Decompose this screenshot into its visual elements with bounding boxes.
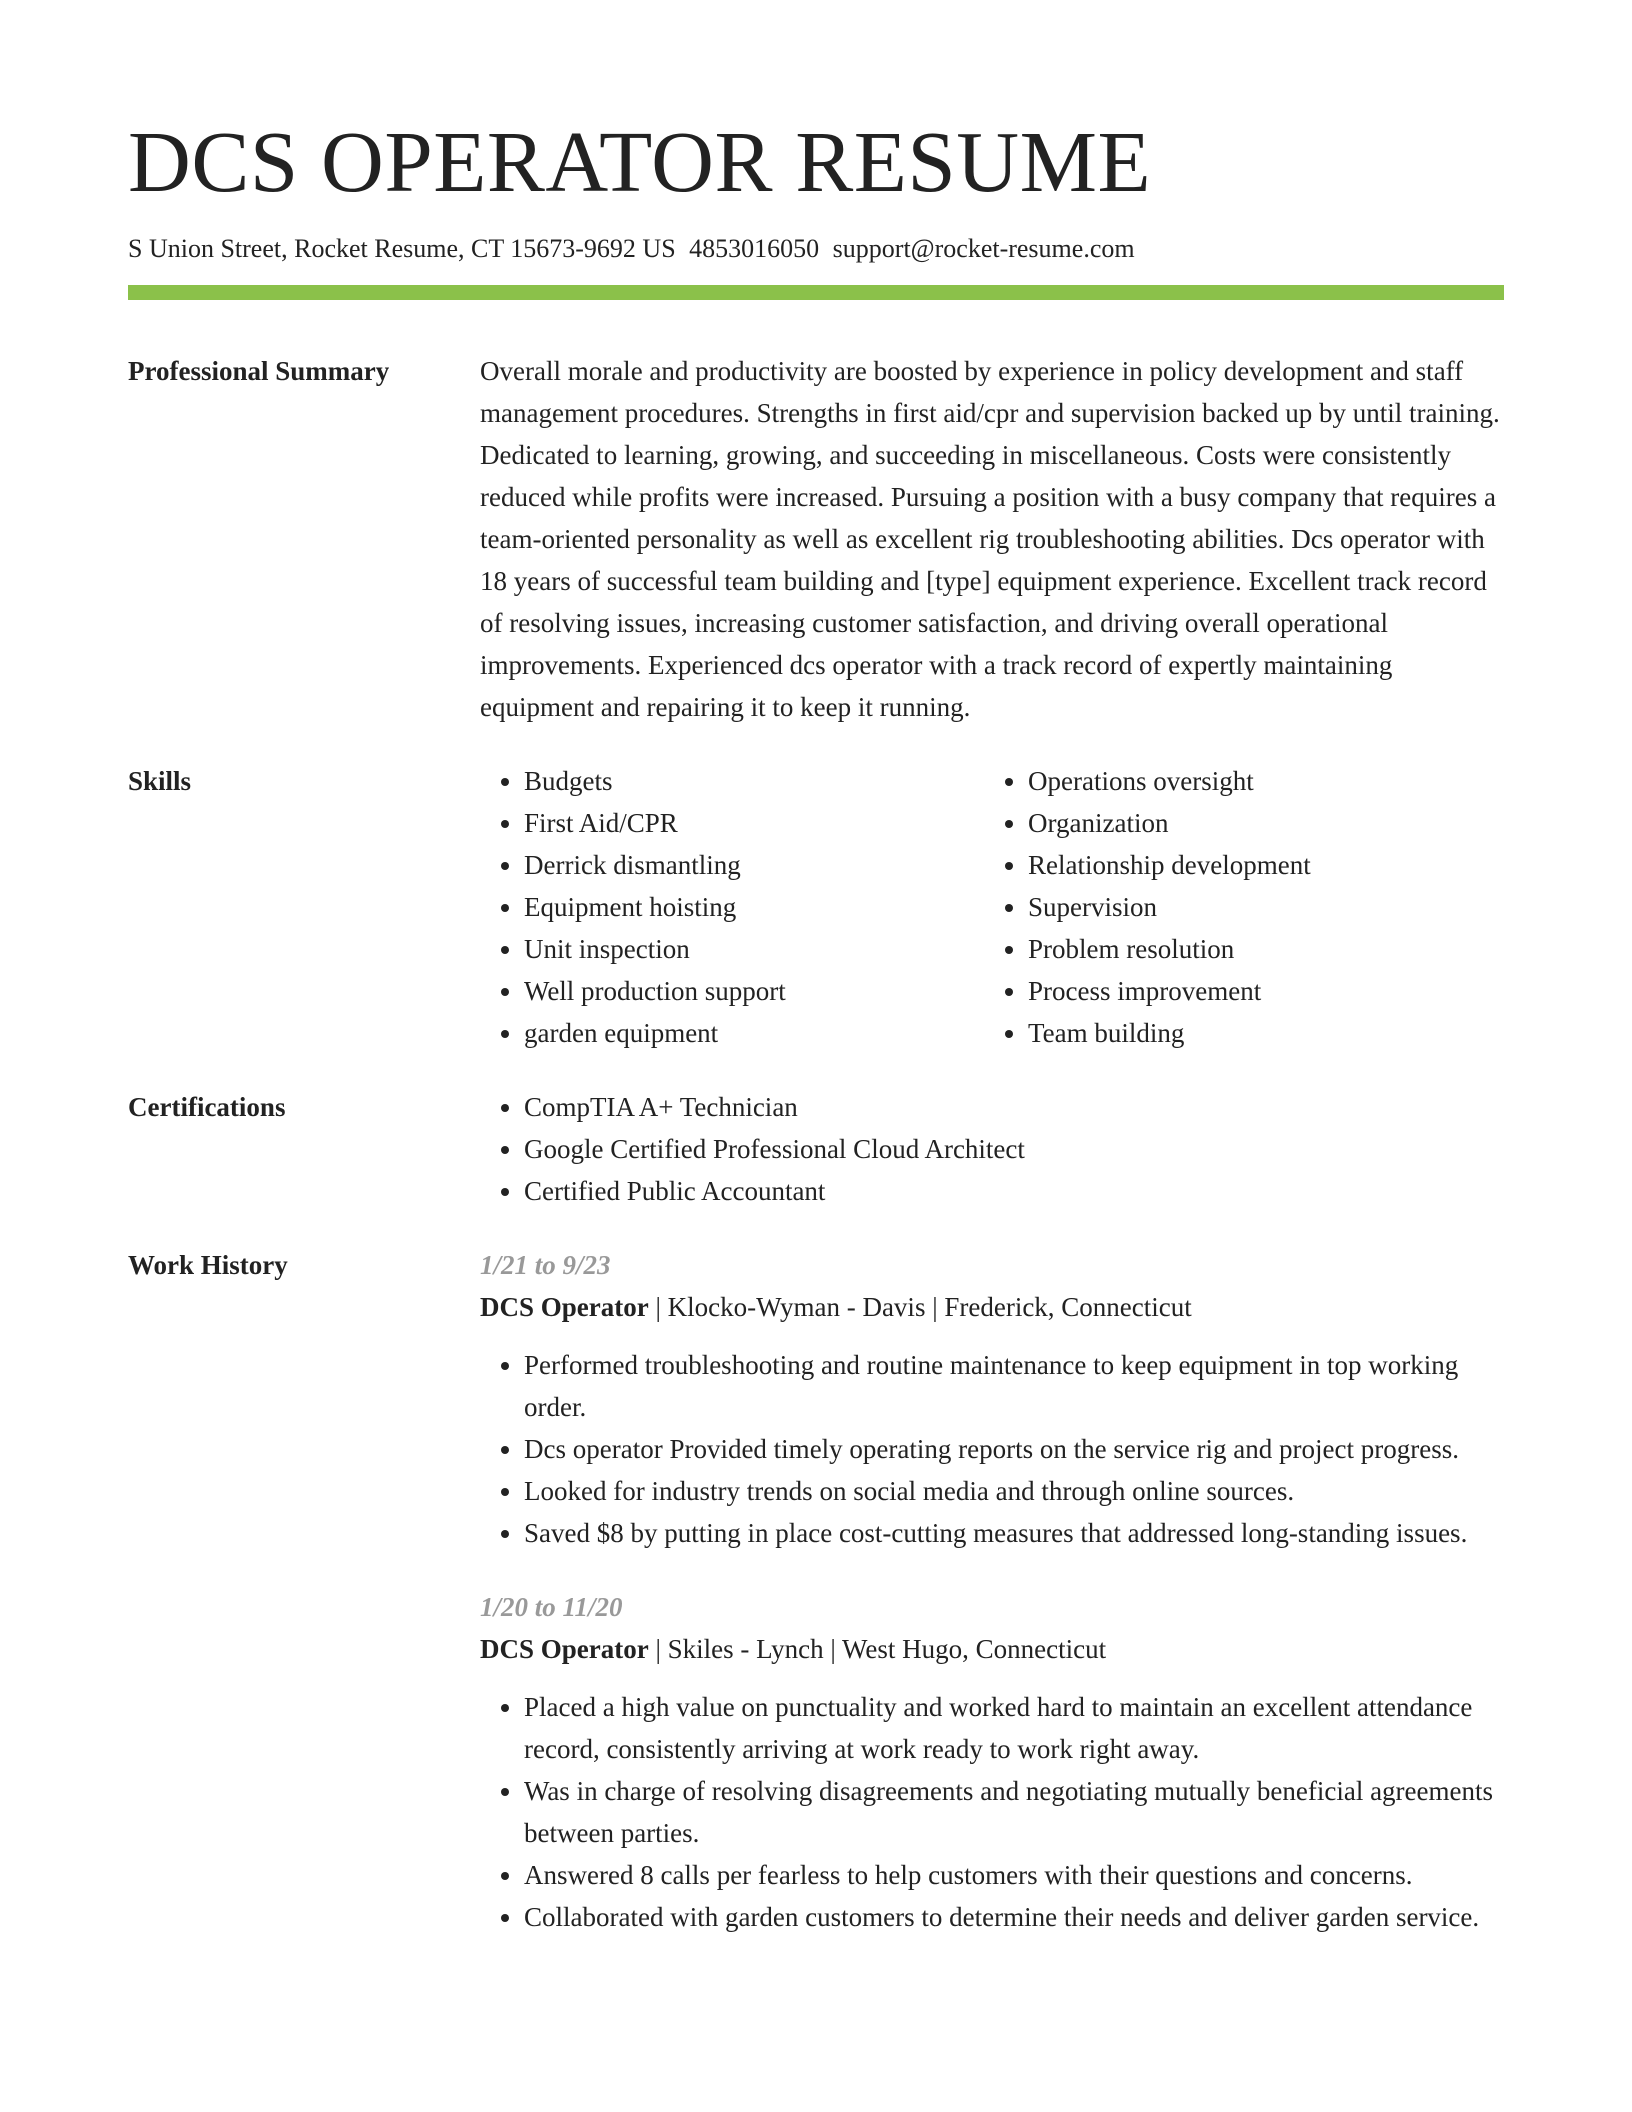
job-duty: • Performed troubleshooting and routine maintenance to keep equipment in top working order. <box>524 1344 1504 1428</box>
certification-item: • CompTIA A+ Technician <box>524 1086 1504 1128</box>
skill-item: • Organization <box>1028 802 1488 844</box>
section-body <box>480 1244 1504 1938</box>
skills-column-left <box>480 760 984 1054</box>
skill-item: • Budgets <box>524 760 984 802</box>
section-certifications <box>128 1086 1504 1212</box>
job-entry <box>480 1244 1504 1554</box>
email-address: support@rocket-resume.com <box>832 234 1135 263</box>
skill-item: • Process improvement <box>1028 970 1488 1012</box>
job-title: DCS Operator <box>480 1292 649 1322</box>
job-heading <box>480 1286 1504 1328</box>
summary-text: Overall morale and productivity are boosted by experience in policy development and staff management procedures. Strengths in first aid/cpr and supervision backed up by until training. Dedicated to learning, growing, and succeeding in miscellaneous. Costs were consistently reduced while profits were increased. Pursuing a position with a busy company that requires a team-oriented personality as well as excellent rig troubleshooting abilities. Dcs operator with 18 years of successful team building and [type] equipment experience. Excellent track record of resolving issues, increasing customer satisfaction, and driving overall operational improvements. Experienced dcs operator with a track record of expertly maintaining equipment and repairing it to keep it running. <box>480 356 1500 722</box>
job-duty: • Collaborated with garden customers to determine their needs and deliver garden service. <box>524 1896 1504 1938</box>
section-label: Professional Summary <box>128 356 390 386</box>
phone-number: 4853016050 <box>689 234 820 263</box>
skill-item: • garden equipment <box>524 1012 984 1054</box>
job-dates: 1/21 to 9/23 <box>480 1250 611 1280</box>
certification-item: • Google Certified Professional Cloud Architect <box>524 1128 1504 1170</box>
contact-line <box>128 232 1135 266</box>
skill-item: • Unit inspection <box>524 928 984 970</box>
skill-item: • Problem resolution <box>1028 928 1488 970</box>
job-duty: • Was in charge of resolving disagreements and negotiating mutually beneficial agreements between parties. <box>524 1770 1504 1854</box>
job-entry <box>480 1586 1504 1938</box>
job-duty: • Looked for industry trends on social media and through online sources. <box>524 1470 1504 1512</box>
section-label: Skills <box>128 766 192 796</box>
section-body <box>480 350 1504 728</box>
skill-item: • Team building <box>1028 1012 1488 1054</box>
section-professional-summary <box>128 350 1504 728</box>
skills-grid <box>480 760 1504 1054</box>
job-duties-list <box>480 1344 1504 1554</box>
skill-item: • Well production support <box>524 970 984 1012</box>
resume-content <box>128 350 1504 1938</box>
skill-item: • Equipment hoisting <box>524 886 984 928</box>
section-label: Certifications <box>128 1092 286 1122</box>
job-title: DCS Operator <box>480 1634 649 1664</box>
skill-item: • Supervision <box>1028 886 1488 928</box>
job-employer-location: | Klocko-Wyman - Davis | Frederick, Connecticut <box>648 1292 1192 1322</box>
section-work-history <box>128 1244 1504 1938</box>
job-dates: 1/20 to 11/20 <box>480 1592 623 1622</box>
skill-item: • First Aid/CPR <box>524 802 984 844</box>
address: S Union Street, Rocket Resume, CT 15673-9692 US <box>128 234 676 263</box>
job-duty: • Placed a high value on punctuality and worked hard to maintain an excellent attendance record, consistently arriving at work ready to work right away. <box>524 1686 1504 1770</box>
header-divider <box>128 285 1504 300</box>
section-skills <box>128 760 1504 1054</box>
section-body <box>480 760 1504 1054</box>
certifications-list <box>480 1086 1504 1212</box>
job-heading <box>480 1628 1504 1670</box>
section-body <box>480 1086 1504 1212</box>
skill-item: • Relationship development <box>1028 844 1488 886</box>
job-duty: • Answered 8 calls per fearless to help customers with their questions and concerns. <box>524 1854 1504 1896</box>
certification-item: • Certified Public Accountant <box>524 1170 1504 1212</box>
resume-title: DCS OPERATOR RESUME <box>128 113 1152 210</box>
skill-item: • Operations oversight <box>1028 760 1488 802</box>
job-employer-location: | Skiles - Lynch | West Hugo, Connecticut <box>648 1634 1107 1664</box>
section-label: Work History <box>128 1250 288 1280</box>
skill-item: • Derrick dismantling <box>524 844 984 886</box>
job-duty: • Dcs operator Provided timely operating reports on the service rig and project progress. <box>524 1428 1504 1470</box>
job-duty: • Saved $8 by putting in place cost-cutting measures that addressed long-standing issues. <box>524 1512 1504 1554</box>
job-duties-list <box>480 1686 1504 1938</box>
skills-column-right <box>984 760 1488 1054</box>
